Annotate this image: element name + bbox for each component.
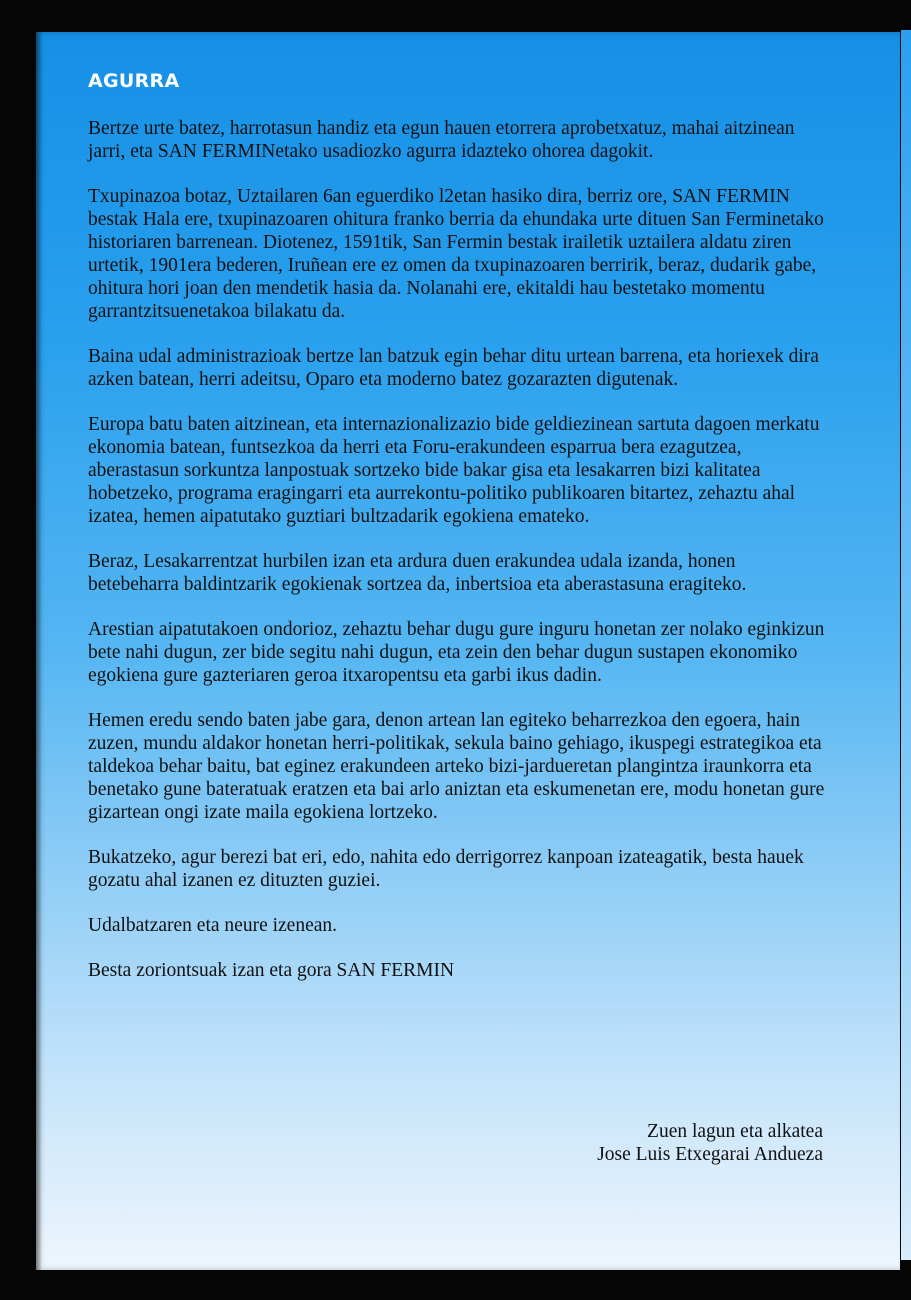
paragraph-6: Arestian aipatutakoen ondorioz, zehaztu behar dugu gure inguru honetan zer nolako eginkizun bete nahi dugun, zer bide segitu nahi dugun, eta zein den behar dugun sustapen ekonomiko egokiena gure gazteriaren geroa itxaropentsu eta garbi ikus dadin. (88, 619, 825, 686)
paragraph-9: Udalbatzaren eta neure izenean. (88, 915, 338, 936)
letter-body (88, 70, 828, 1004)
paragraph-8: Bukatzeko, agur berezi bat eri, edo, nahita edo derrigorrez kanpoan izateagatik, besta hauek gozatu ahal izanen ez dituzten guziei. (88, 847, 804, 891)
page-title: AGURRA (88, 70, 180, 92)
paragraph-7: Hemen eredu sendo baten jabe gara, denon artean lan egiteko beharrezkoa den egoera, hain zuzen, mundu aldakor honetan herri-politikak, sekula baino gehiago, ikuspegi estrategikoa eta taldekoa behar baitu, bat eginez erakundeen arteko bizi-jardueretan plangintza iraunkorra eta benetako gune bateratuak eratzen eta bai arlo aniztan eta eskumenetan ere, modu honetan gure gizartean ongi izate maila egokiena lortzeko. (88, 710, 825, 823)
paragraph-5: Beraz, Lesakarrentzat hurbilen izan eta ardura duen erakundea udala izanda, honen betebeharra baldintzarik egokienak sortzea da, inbertsioa eta aberastasuna eragiteko. (88, 551, 747, 595)
next-page-edge (901, 30, 911, 1260)
signature-closing: Zuen lagun eta alkatea (647, 1121, 823, 1142)
paragraph-4: Europa batu baten aitzinean, eta internazionalizazio bide geldiezinean sartuta dagoen merkatu ekonomia batean, funtsezkoa da herri eta Foru-erakundeen esparrua bera ezagutzea, aberastasun sorkuntza lanpostuak sortzeko bide bakar gisa eta lesakarren bizi kalitatea hobetzeko, programa eragingarri eta aurrekontu-politiko publikoaren bitartez, zehaztu ahal izatea, hemen aipatutako guztiari bultzadarik egokiena emateko. (88, 414, 820, 527)
paragraph-1: Bertze urte batez, harrotasun handiz eta egun hauen etorrera aprobetxatuz, mahai aitzinean jarri, eta SAN FERMINetako usadiozko agurra idazteko ohorea dagokit. (88, 118, 795, 162)
paragraph-10: Besta zoriontsuak izan eta gora SAN FERMIN (88, 960, 455, 981)
signature-block (597, 1120, 823, 1166)
paragraph-3: Baina udal administrazioak bertze lan batzuk egin behar ditu urtean barrena, eta horiexek dira azken batean, herri adeitsu, Oparo eta moderno batez gozarazten digutenak. (88, 346, 819, 390)
page-spine-shadow (36, 32, 42, 1270)
signature-name: Jose Luis Etxegarai Andueza (597, 1144, 823, 1165)
paragraph-2: Txupinazoa botaz, Uztailaren 6an eguerdiko l2etan hasiko dira, berriz ore, SAN FERMIN bestak Hala ere, txupinazoaren ohitura franko berria da ehundaka urte dituen San Ferminetako historiaren barrenean. Diotenez, 1591tik, San Fermin bestak irailetik uztailera aldatu ziren urtetik, 1901era bederen, Iruñean ere ez omen da txupinazoaren berririk, beraz, dudarik gabe, ohitura hori joan den mendetik hasia da. Nolanahi ere, ekitaldi hau bestetako momentu garrantzitsuenetakoa bilakatu da. (88, 186, 824, 322)
